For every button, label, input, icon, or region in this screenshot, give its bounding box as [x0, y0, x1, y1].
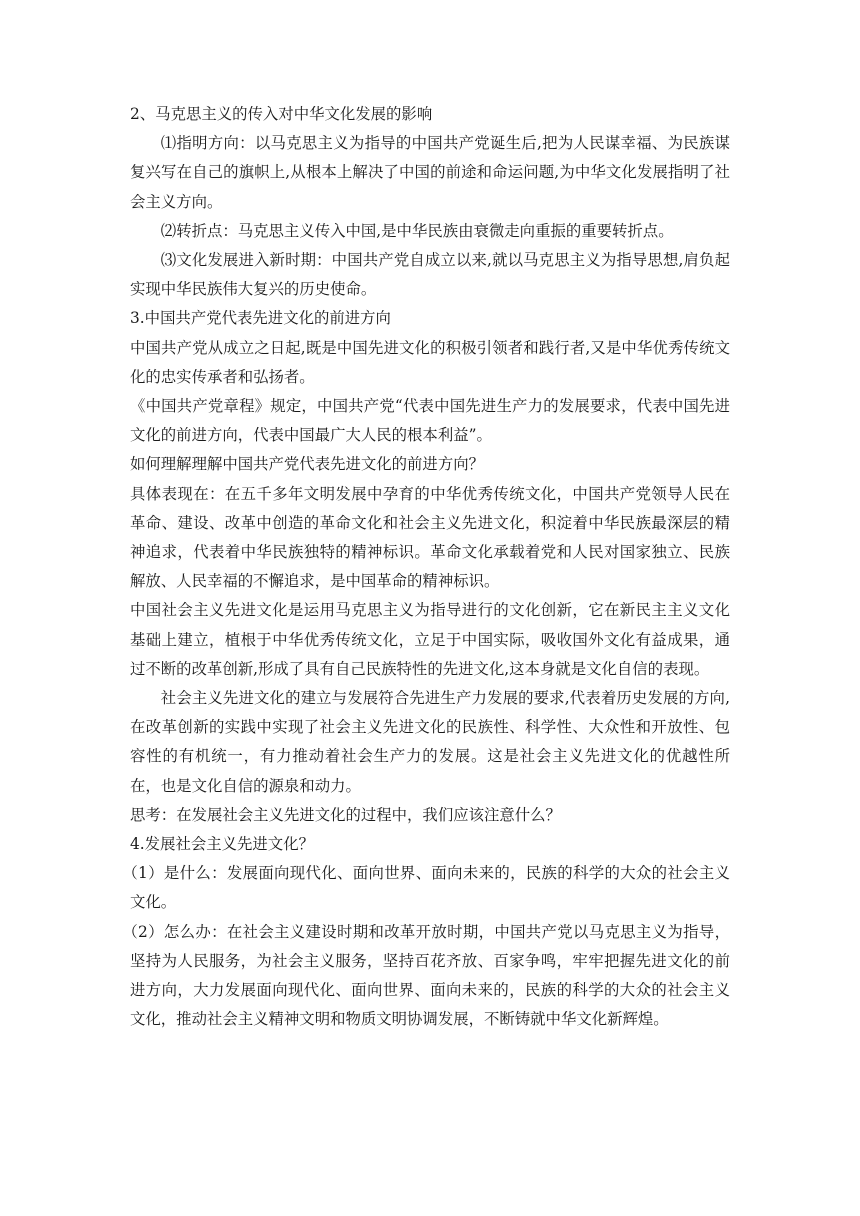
section-heading-3: 3.中国共产党代表先进文化的前进方向	[130, 309, 391, 328]
paragraph-constitution: 《中国共产党章程》规定，中国共产党“代表中国先进生产力的发展要求，代表中国先进文化的前进方向，代表中国最广大人民的根本利益”。	[130, 397, 730, 445]
question-understand: 如何理解理解中国共产党代表先进文化的前进方向？	[130, 455, 484, 474]
section-heading-2: 2、马克思主义的传入对中华文化发展的影响	[130, 105, 433, 123]
section-heading-4: 4.发展社会主义先进文化？	[130, 835, 314, 854]
list-item-how: （2）怎么办：在社会主义建设时期和改革开放时期，中国共产党以马克思主义为指导，坚持为人民服务，为社会主义服务，坚持百花齐放、百家争鸣，牢牢把握先进文化的前进方向，大力发展面向现代化、面向世界、面向未来的，民族的科学的大众的社会主义文化，推动社会主义精神文明和物质文明协调发展，不断铸就中华文化新辉煌。	[122, 922, 730, 1029]
list-item-what: （1）是什么：发展面向现代化、面向世界、面向未来的，民族的科学的大众的社会主义文化。	[122, 864, 730, 912]
paragraph-manifestation: 具体表现在：在五千多年文明发展中孕育的中华优秀传统文化，中国共产党领导人民在革命、建设、改革中创造的革命文化和社会主义先进文化，积淀着中华民族最深层的精神追求，代表着中华民族独特的精神标识。革命文化承载着党和人民对国家独立、民族解放、人民幸福的不懈追求，是中国革命的精神标识。	[130, 484, 730, 591]
point-turning: ⑵转折点：马克思主义传入中国,是中华民族由衰微走向重振的重要转折点。	[160, 221, 674, 240]
paragraph-socialist-culture: 中国社会主义先进文化是运用马克思主义为指导进行的文化创新，它在新民主主义文化基础上建立，植根于中华优秀传统文化，立足于中国实际，吸收国外文化有益成果，通过不断的改革创新,形成了具有自己民族特性的先进文化,这本身就是文化自信的表现。	[130, 601, 730, 678]
paragraph-superiority: 社会主义先进文化的建立与发展符合先进生产力发展的要求,代表着历史发展的方向,在改革创新的实践中实现了社会主义先进文化的民族性、科学性、大众性和开放性、包容性的有机统一，有力推动着社会生产力的发展。这是社会主义先进文化的优越性所在，也是文化自信的源泉和动力。	[130, 689, 730, 795]
question-think: 思考：在发展社会主义先进文化的过程中，我们应该注意什么？	[130, 805, 561, 824]
point-new-period: ⑶文化发展进入新时期：中国共产党自成立以来,就以马克思主义为指导思想,肩负起实现中华民族伟大复兴的历史使命。	[130, 251, 730, 299]
point-direction: ⑴指明方向：以马克思主义为指导的中国共产党诞生后,把为人民谋幸福、为民族谋复兴写在自己的旗帜上,从根本上解决了中国的前途和命运问题,为中华文化发展指明了社会主义方向。	[130, 134, 730, 211]
paragraph-party-role: 中国共产党从成立之日起,既是中国先进文化的积极引领者和践行者,又是中华优秀传统文化的忠实传承者和弘扬者。	[130, 338, 730, 386]
